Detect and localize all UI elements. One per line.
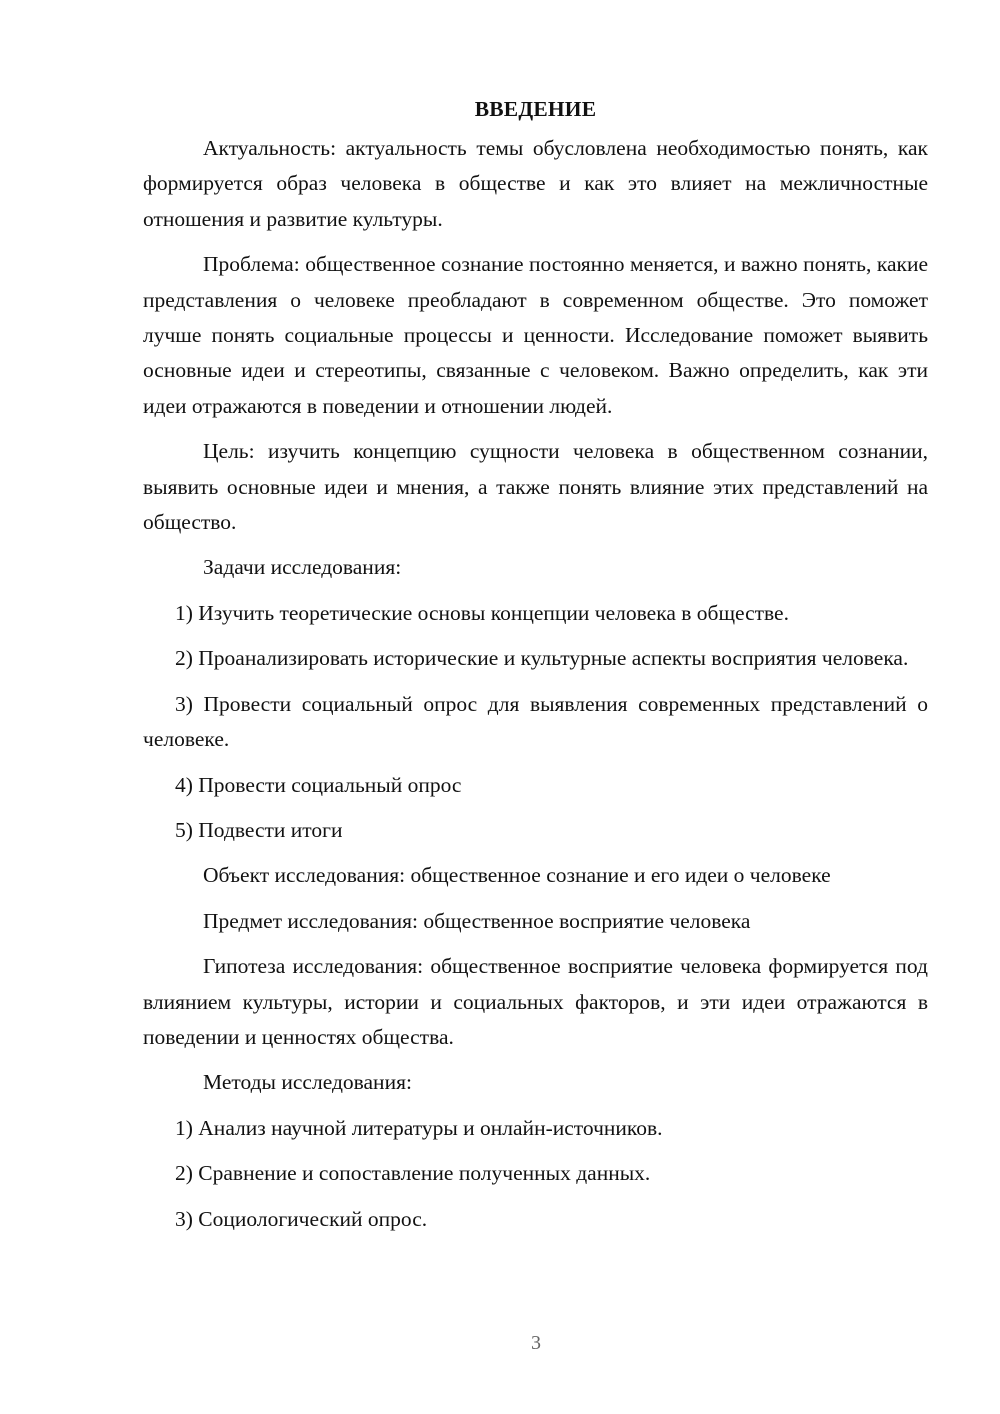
page-title: ВВЕДЕНИЕ — [474, 97, 597, 121]
method-item-3: 3) Социологический опрос. — [175, 1206, 428, 1231]
paragraph-hypothesis: Гипотеза исследования: общественное восприятие человека формируется под влиянием культуры, истории и социальных факторов, и эти идеи отражаются в поведении и ценностях общества. — [143, 954, 928, 1049]
method-item-1: 1) Анализ научной литературы и онлайн-источников. — [175, 1115, 663, 1140]
task-item-2: 2) Проанализировать исторические и культурные аспекты восприятия человека. — [175, 646, 909, 671]
paragraph-subject: Предмет исследования: общественное восприятие человека — [203, 908, 751, 933]
task-item-4: 4) Провести социальный опрос — [175, 772, 462, 797]
paragraph-goal: Цель: изучить концепцию сущности человека в общественном сознании, выявить основные идеи и мнения, а также понять влияние этих представлений на общество. — [143, 439, 928, 535]
document-body — [143, 92, 928, 1247]
paragraph-object: Объект исследования: общественное сознание и его идеи о человеке — [203, 863, 831, 888]
page-number-container — [72, 1332, 1000, 1355]
task-item-5: 5) Подвести итоги — [175, 817, 343, 842]
methods-heading: Методы исследования: — [203, 1070, 412, 1095]
task-item-3: 3) Провести социальный опрос для выявления современных представлений о человеке. — [143, 691, 928, 752]
task-item-1: 1) Изучить теоретические основы концепции человека в обществе. — [175, 600, 789, 625]
method-item-2: 2) Сравнение и сопоставление полученных данных. — [175, 1161, 651, 1186]
paragraph-problem: Проблема: общественное сознание постоянно меняется, и важно понять, какие представления о человеке преобладают в современном обществе. Это поможет лучше понять социальные процессы и ценности. Исследование поможет выявить основные идеи и стереотипы, связанные с человеком. Важно определить, как эти идеи отражаются в поведении и отношении людей. — [143, 252, 928, 418]
tasks-heading: Задачи исследования: — [203, 555, 402, 580]
paragraph-relevance: Актуальность: актуальность темы обусловлена необходимостью понять, как формируется образ человека в обществе и как это влияет на межличностные отношения и развитие культуры. — [143, 136, 928, 231]
page-number: 3 — [531, 1332, 541, 1354]
